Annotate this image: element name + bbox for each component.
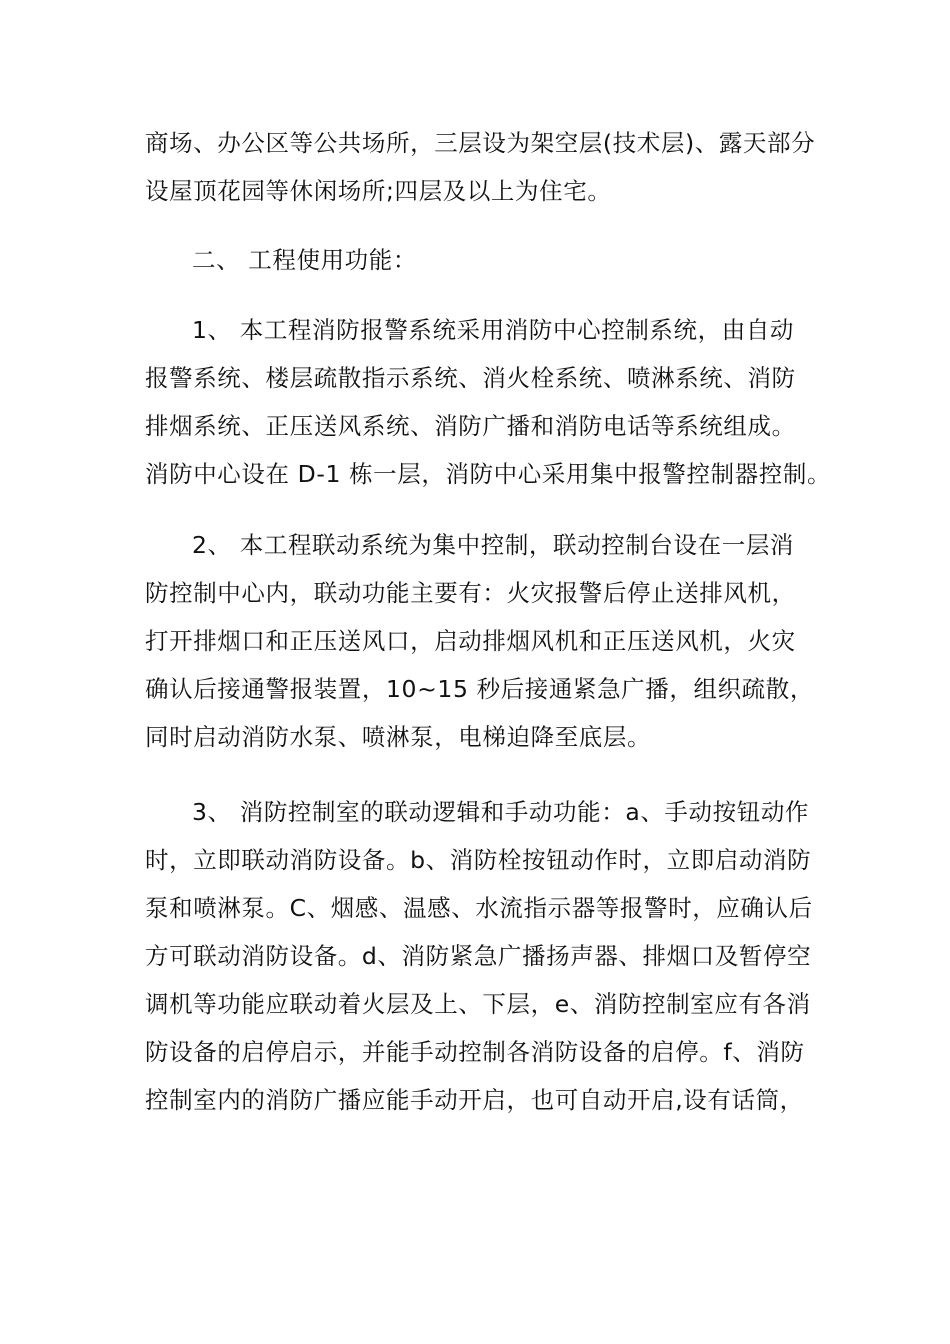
text-line: 调机等功能应联动着火层及上、下层，e、消防控制室应有各消: [145, 990, 811, 1018]
text-line: 确认后接通警报装置，10~15 秒后接通紧急广播，组织疏散，: [145, 675, 814, 703]
section-heading: [145, 236, 810, 284]
text-line: 3、 消防控制室的联动逻辑和手动功能：a、手动按钮动作: [192, 798, 810, 826]
text-line: 商场、办公区等公共场所，三层设为架空层(技术层)、露天部分: [145, 129, 816, 157]
text-line: 泵和喷淋泵。C、烟感、温感、水流指示器等报警时，应确认后: [145, 894, 813, 922]
text-line: 防控制中心内，联动功能主要有：火灾报警后停止送排风机，: [145, 579, 796, 607]
text-line: 方可联动消防设备。d、消防紧急广播扬声器、排烟口及暂停空: [145, 942, 812, 970]
text-line: 设屋顶花园等休闲场所;四层及以上为住宅。: [145, 177, 612, 205]
text-line: 排烟系统、正压送风系统、消防广播和消防电话等系统组成。: [145, 412, 796, 440]
item-3-paragraph: [145, 788, 813, 1124]
text-line: 报警系统、楼层疏散指示系统、消火栓系统、喷淋系统、消防: [145, 364, 796, 392]
text-line: 防设备的启停启示，并能手动控制各消防设备的启停。f、消防: [145, 1038, 805, 1066]
item-2-paragraph: [145, 521, 814, 761]
item-1-paragraph: [145, 306, 832, 498]
text-line: 控制室内的消防广播应能手动开启，也可自动开启,设有话筒，: [145, 1086, 804, 1114]
text-line: 时，立即联动消防设备。b、消防栓按钮动作时，立即启动消防: [145, 846, 812, 874]
text-line: 1、 本工程消防报警系统采用消防中心控制系统，由自动: [192, 316, 795, 344]
text-line: 打开排烟口和正压送风口，启动排烟风机和正压送风机，火灾: [145, 627, 796, 655]
text-line: 2、 本工程联动系统为集中控制，联动控制台设在一层消: [192, 531, 795, 559]
intro-paragraph: [145, 119, 816, 215]
text-line: 消防中心设在 D-1 栋一层，消防中心采用集中报警控制器控制。: [145, 460, 832, 488]
section-heading-text: 二、 工程使用功能：: [192, 246, 417, 274]
text-line: 同时启动消防水泵、喷淋泵，电梯迫降至底层。: [145, 723, 652, 751]
